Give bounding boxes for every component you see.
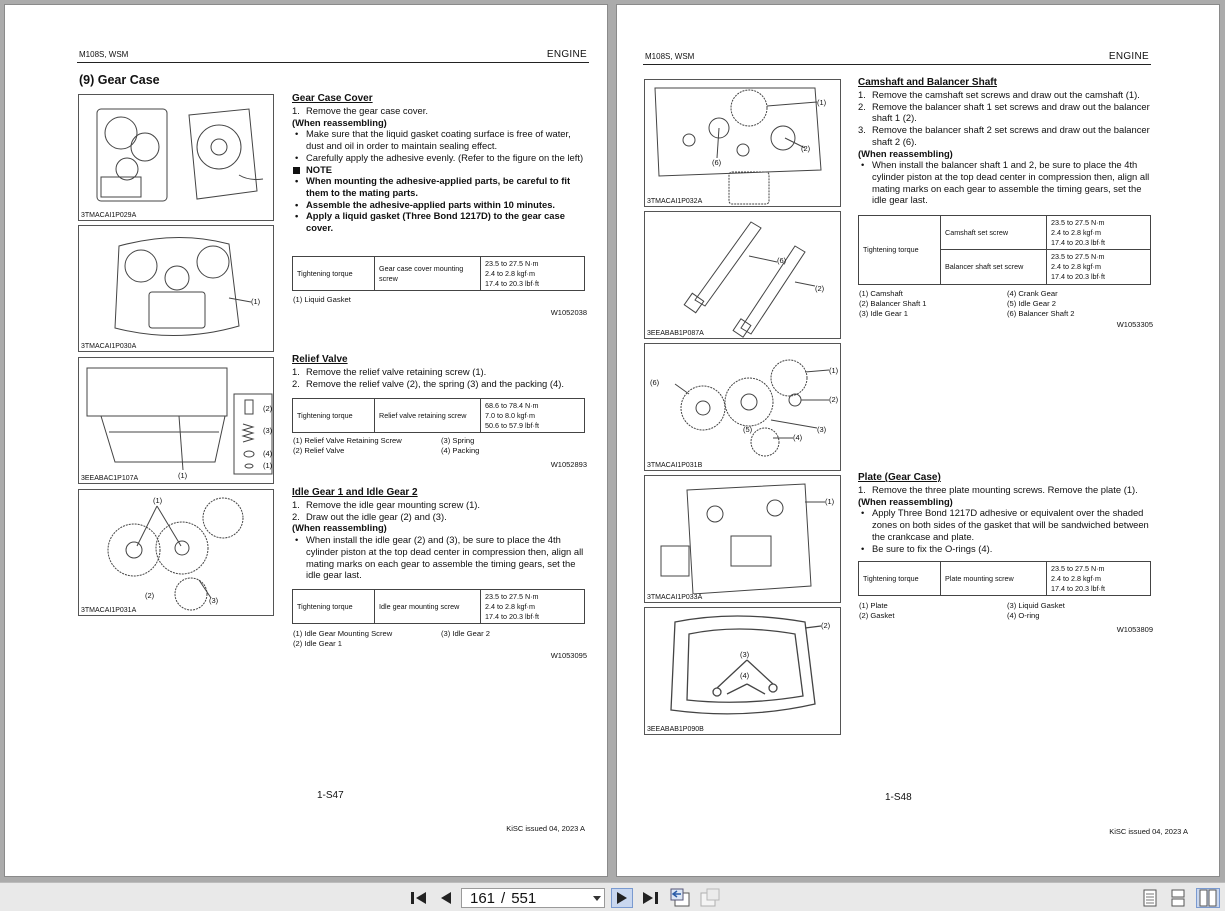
callout-label: (2) [263,404,273,413]
two-page-view-button[interactable] [1196,888,1220,908]
callout-label: (6) [777,256,787,265]
camshaft-drawing [645,80,841,207]
page-header-chapter: ENGINE [1108,51,1149,62]
viewer-toolbar [0,882,1225,911]
plate-drawing [645,476,841,603]
callout-label: (1) [153,496,163,505]
single-page-icon [1143,889,1157,907]
single-page-view-button[interactable] [1139,888,1161,908]
camshaft-section [858,76,1154,206]
go-back-button[interactable] [668,888,692,908]
callout-label: (2) [145,591,155,600]
page-number: 1-S47 [317,790,344,801]
gear-case-cover-section [292,92,588,234]
callout-label: (5) [743,425,753,434]
callout-label: (3) [263,426,273,435]
note-bullet: • Assemble the adhesive-applied parts within 10 minutes. [292,199,588,211]
bullet: • Make sure that the liquid gasket coating surface is free of water, dust and oil in order to maintain sealing effect. [292,128,588,151]
when-reassembling: (When reassembling) [858,495,953,507]
previous-page-button[interactable] [436,888,456,908]
doc-code: W1053809 [1116,625,1153,634]
legend-idle-gear: (1) Idle Gear Mounting Screw (3) Idle Gear 2 (2) Idle Gear 1 [293,629,490,648]
balancer-shafts-drawing [645,212,841,339]
note-bullet: • When mounting the adhesive-applied parts, be careful to fit them to the mating parts. [292,175,588,198]
relief-valve-drawing [79,358,274,484]
continuous-page-icon [1171,889,1185,907]
callout-label: (3) [209,596,219,605]
figure-relief-valve [78,357,274,484]
figure-id: 3TMACAI1P031B [647,462,703,469]
when-reassembling: (When reassembling) [292,116,387,128]
torque-table-plate: Tightening torque Plate mounting screw 23.5 to 27.5 N·m 2.4 to 2.8 kgf·m 17.4 to 20.3 lbf·ft [858,561,1151,596]
doc-code: W1053095 [550,651,587,660]
step: 1. Remove the three plate mounting screws. Remove the plate (1). [858,484,1138,495]
figure-timing-gears [644,343,841,471]
step: 1. Remove the relief valve retaining screw (1). [292,366,487,377]
figure-camshaft-removal [644,79,841,207]
timing-gears-drawing [645,344,841,471]
two-page-icon [1199,889,1217,907]
idle-gear-section [292,486,588,581]
gear-case-cover-drawing [79,95,274,221]
callout-label: (1) [251,297,261,306]
plate-title: Plate (Gear Case) [858,472,941,483]
figure-id: 3TMACAI1P030A [81,343,137,350]
continuous-view-button[interactable] [1167,888,1189,908]
figure-id: 3EEABAB1P087A [647,330,704,337]
doc-code: W1053305 [1116,320,1153,329]
when-reassembling: (When reassembling) [858,147,953,159]
left-page [4,4,608,877]
callout-label: (4) [740,671,750,680]
legend-camshaft: (1) Camshaft (4) Crank Gear (2) Balancer Shaft 1 (5) Idle Gear 2 (3) Idle Gear 1 (6) Balancer Shaft 2 [859,289,1075,318]
callout-label: (3) [817,425,827,434]
callout-label: (2) [801,144,811,153]
legend-relief-valve: (1) Relief Valve Retaining Screw (3) Spring (2) Relief Valve (4) Packing [293,436,480,455]
camshaft-title: Camshaft and Balancer Shaft [858,77,997,88]
step: 2. Remove the relief valve (2), the spring (3) and the packing (4). [292,377,564,389]
callout-label: (1) [178,471,188,480]
figure-id: 3TMACAI1P029A [81,212,137,219]
gear-case-cover-title: Gear Case Cover [292,93,373,104]
figure-id: 3TMACAI1P031A [81,607,137,614]
step: 1. Remove the gear case cover. [292,105,428,116]
torque-table-relief-valve: Tightening torque Relief valve retaining screw 68.6 to 78.4 N·m 7.0 to 8.0 kgf·m 50.6 to 57.9 lbf·ft [292,398,585,433]
step: 2. Remove the balancer shaft 1 set screws and draw out the balancer shaft 1 (2). [858,100,1150,124]
torque-table-idle-gear: Tightening torque Idle gear mounting screw 23.5 to 27.5 N·m 2.4 to 2.8 kgf·m 17.4 to 20.3 lbf·ft [292,589,585,624]
bullet: • When install the idle gear (2) and (3), be sure to place the 4th cylinder piston at the top dead center in compression then, align all mating marks on each gear to assemble the timing gears, set the idle gear last. [292,534,588,581]
last-page-icon [641,890,659,906]
figure-idle-gears [78,489,274,616]
page-header-chapter: ENGINE [546,49,587,60]
current-page: 161 [470,889,496,907]
figure-liquid-gasket [78,225,274,352]
note-bullet: • Apply a liquid gasket (Three Bond 1217D) to the gear case cover. [292,210,588,233]
page-number: 1-S48 [885,792,912,803]
idle-gears-drawing [79,490,274,616]
total-pages: 551 [511,889,537,907]
doc-code: W1052038 [550,308,587,317]
callout-label: (2) [829,395,839,404]
bullet: • Carefully apply the adhesive evenly. (Refer to the figure on the left) [292,152,588,164]
step: 2. Draw out the idle gear (2) and (3). [292,510,447,522]
relief-valve-section [292,353,588,389]
figure-id: 3EEABAB1P090B [647,726,704,733]
callout-label: (1) [825,497,835,506]
first-page-icon [410,890,428,906]
header-rule [77,62,589,63]
note-heading: NOTE [292,164,588,176]
doc-code: W1052893 [550,460,587,469]
last-page-button[interactable] [639,888,661,908]
step: 1. Remove the idle gear mounting screw (1). [292,499,481,510]
figure-gear-case-cover [78,94,274,221]
torque-table-camshaft: Tightening torque Camshaft set screw 23.5 to 27.5 N·m 2.4 to 2.8 kgf·m 17.4 to 20.3 lbf·ft Balancer shaft set screw 23.5 to 27.5 N·m 2.4 to 2.8 kgf·m 17.4 to 20.3 lbf·ft [858,215,1151,285]
previous-page-icon [439,890,453,906]
callout-label: (4) [793,433,803,442]
figure-id: 3EEABAC1P107A [81,475,139,482]
figure-balancer-shafts [644,211,841,339]
bullet: • Apply Three Bond 1217D adhesive or equivalent over the shaded zones on both sides of the gasket that will be sandwiched between the crankcase and plate. [858,507,1154,542]
step: 1. Remove the camshaft set screws and draw out the camshaft (1). [858,89,1140,100]
callout-label: (2) [815,284,825,293]
callout-label: (2) [821,621,831,630]
callout-label: (3) [740,650,750,659]
first-page-button[interactable] [408,888,430,908]
callout-label: (1) [829,366,839,375]
page-number-selector[interactable] [461,888,605,908]
figure-id: 3TMACAI1P032A [647,198,703,205]
figure-gasket [644,607,841,735]
issue-info: KiSC issued 04, 2023 A [506,824,585,833]
callout-label: (1) [817,98,827,107]
next-page-icon [615,890,629,906]
figure-id: 3TMACAI1P033A [647,594,703,601]
callout-label: (6) [650,378,660,387]
issue-info: KiSC issued 04, 2023 A [1109,827,1188,836]
go-forward-icon [699,888,721,908]
go-forward-button[interactable] [698,888,722,908]
next-page-button[interactable] [611,888,633,908]
plate-section [858,471,1154,554]
chevron-down-icon [593,896,601,901]
figure-plate [644,475,841,603]
idle-gear-title: Idle Gear 1 and Idle Gear 2 [292,487,418,498]
bullet: • When install the balancer shaft 1 and 2, be sure to place the 4th cylinder piston at the top dead center in compression then, align all mating marks on each gear to assemble the timing gears, set the idle gear last. [858,159,1154,206]
page-header-model: M108S, WSM [645,52,695,61]
when-reassembling: (When reassembling) [292,522,387,534]
step: 3. Remove the balancer shaft 2 set screws and draw out the balancer shaft 2 (6). [858,124,1150,147]
torque-table-gear-case-cover: Tightening torque Gear case cover mounting screw 23.5 to 27.5 N·m 2.4 to 2.8 kgf·m 17.4 to 20.3 lbf·ft [292,256,585,291]
relief-valve-title: Relief Valve [292,354,348,365]
legend-gear-case-cover: (1) Liquid Gasket [293,295,351,304]
callout-label: (6) [712,158,722,167]
header-rule [643,64,1151,65]
bullet: • Be sure to fix the O-rings (4). [858,543,1154,555]
page-header-model: M108S, WSM [79,50,129,59]
page-separator: / [501,889,506,907]
liquid-gasket-drawing [79,226,274,352]
right-page [616,4,1220,877]
go-back-icon [669,888,691,908]
section-title: (9) Gear Case [79,73,160,87]
callout-label: (4) [263,449,273,458]
callout-label: (1) [263,461,273,470]
legend-plate: (1) Plate (3) Liquid Gasket (2) Gasket (4) O-ring [859,601,1065,620]
